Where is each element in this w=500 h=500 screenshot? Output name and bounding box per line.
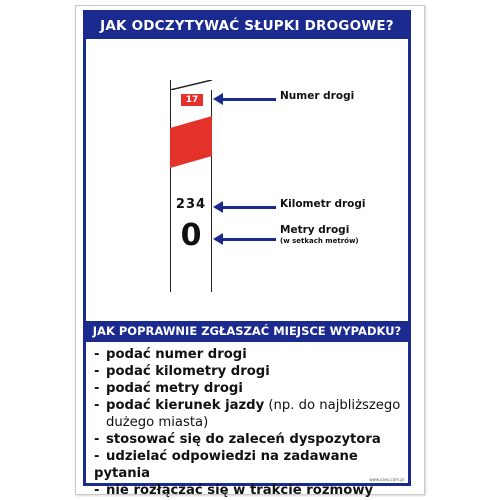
post-body: [170, 80, 212, 292]
list-item-text: stosować się do zaleceń dyspozytora: [106, 432, 381, 447]
list-item-note: (np. do najbliższego: [264, 398, 401, 413]
post-red-band: [170, 116, 212, 168]
label-meters: Metry drogi: [280, 224, 350, 236]
label-meters-note: (w setkach metrów): [280, 237, 359, 245]
list-dash: -: [94, 432, 100, 447]
list-item: [94, 363, 406, 380]
kilometer-value: 234: [175, 197, 207, 212]
arrow-road-number: [222, 98, 276, 101]
list-item-text: nie rozłączać się w trakcie rozmowy: [106, 483, 374, 498]
poster-title: JAK ODCZYTYWAĆ SŁUPKI DROGOWE?: [86, 13, 408, 39]
list-dash: -: [94, 364, 100, 379]
list-item: [94, 482, 406, 499]
instruction-list: [94, 346, 406, 499]
list-item: [94, 448, 406, 482]
label-kilometer: Kilometr drogi: [280, 198, 366, 210]
list-dash: -: [94, 483, 100, 498]
road-number-plate: 17: [181, 94, 203, 106]
list-dash: -: [94, 449, 100, 464]
list-item-text: podać kilometry drogi: [106, 364, 270, 379]
arrow-kilometer: [222, 206, 276, 209]
section-title-accident: JAK POPRAWNIE ZGŁASZAĆ MIEJSCE WYPADKU?: [86, 321, 408, 342]
list-dash: -: [94, 347, 100, 362]
list-item: [94, 346, 406, 363]
list-dash: -: [94, 381, 100, 396]
list-item-text: podać numer drogi: [106, 347, 247, 362]
list-item: [94, 380, 406, 397]
list-item: [94, 397, 406, 414]
footer-url: www.sans.com.pl: [369, 477, 404, 482]
label-road-number: Numer drogi: [280, 90, 355, 102]
list-item: [94, 431, 406, 448]
road-post: [170, 80, 212, 292]
list-item-text: podać metry drogi: [106, 381, 243, 396]
road-sign-poster: [75, 5, 425, 498]
arrow-meters: [222, 238, 276, 241]
meters-value: 0: [180, 218, 202, 253]
list-item-text: podać kierunek jazdy: [106, 398, 265, 413]
list-dash: -: [94, 398, 100, 413]
list-item-continuation: dużego miasta): [106, 415, 209, 430]
post-cap-diagonal: [170, 80, 212, 90]
list-item-text: udzielać odpowiedzi na zadawane pytania: [94, 449, 358, 481]
poster-frame: [83, 10, 411, 498]
